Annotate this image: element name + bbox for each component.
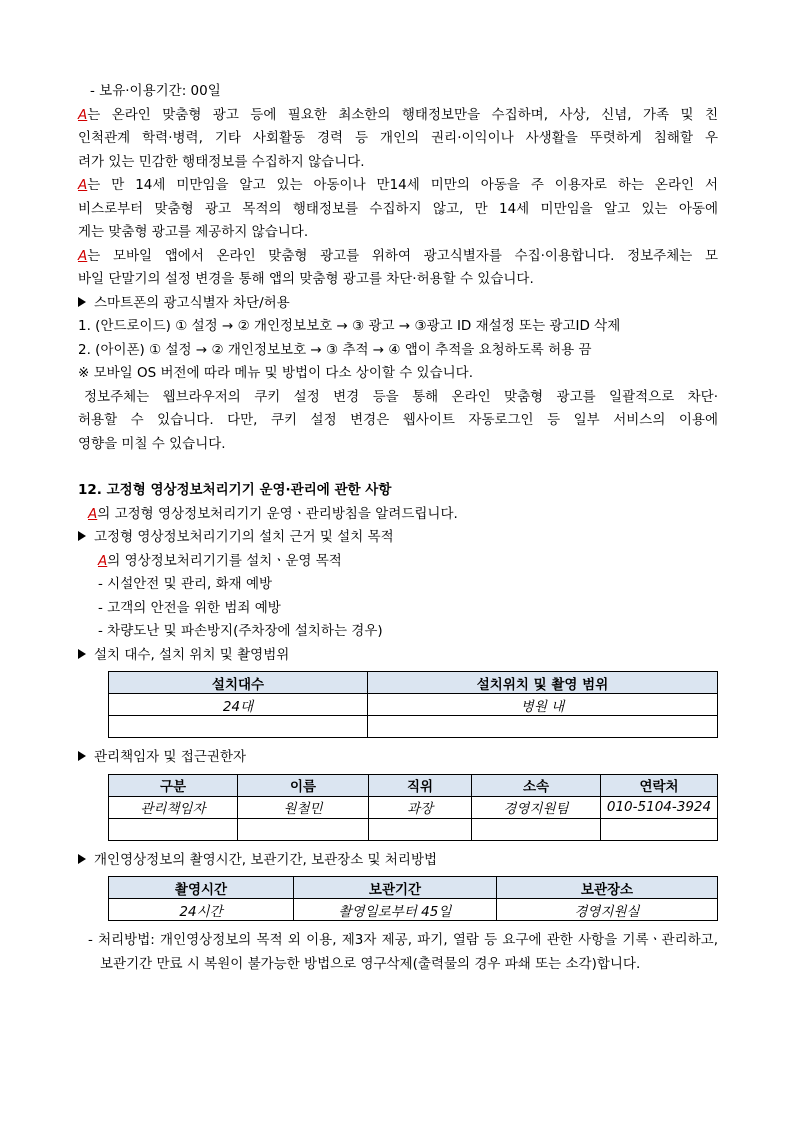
paragraph-line: 게는 맞춤형 광고를 제공하지 않습니다. — [78, 224, 309, 240]
purpose-item: - 고객의 안전을 위한 범죄 예방 — [98, 599, 281, 616]
bullet-item — [78, 644, 718, 668]
closing-note: - 처리방법: 개인영상정보의 목적 외 이용, 제3자 제공, 파기, 열람 등 요구에 관한 사항을 기록ㆍ관리하고, 보관기간 만료 시 복원이 불가능한 방법으로 영구삭제(출력물의 경우 파쇄 또는 소각)합니다. — [88, 932, 718, 972]
table-cell: 촬영일로부터 45일 — [294, 899, 497, 921]
table-cell: 원철민 — [238, 796, 369, 818]
table-cell: 병원 내 — [368, 694, 718, 716]
paragraph-line: 인척관계 학력·병력, 기타 사회활동 경력 등 개인의 권리·이익이나 사생활을 뚜렷하게 침해할 우 — [78, 130, 718, 146]
table-row — [109, 716, 718, 738]
table-cell: 010-5104-3924 — [601, 796, 718, 818]
table-header: 보관장소 — [497, 877, 718, 899]
retention-period: - 보유·이용기간: 00일 — [90, 83, 221, 99]
text: 개인영상정보의 촬영시간, 보관기간, 보관장소 및 처리방법 — [94, 851, 438, 868]
triangle-bullet-icon — [78, 854, 86, 864]
text: 는 온라인 맞춤형 광고 등에 필요한 최소한의 행태정보만을 수집하며, 사상, 신념, 가족 및 친 — [87, 106, 718, 123]
table-header: 구분 — [109, 774, 238, 796]
paragraph-line: 허용할 수 있습니다. 다만, 쿠키 설정 변경은 웹사이트 자동로그인 등 일부 서비스의 이용에 — [78, 412, 718, 428]
table-cell: 24대 — [109, 694, 368, 716]
bullet-item — [78, 292, 718, 316]
manager-table — [108, 774, 718, 841]
table-header: 직위 — [369, 774, 472, 796]
section-heading: 12. 고정형 영상정보처리기기 운영·관리에 관한 사항 — [78, 482, 392, 498]
section-intro — [78, 503, 718, 527]
android-steps: 1. (안드로이드) ① 설정 → ② 개인정보보호 → ③ 광고 → ③광고 ID 재설정 또는 광고ID 삭제 — [78, 318, 621, 334]
table-header: 소속 — [472, 774, 601, 796]
table-row — [109, 899, 718, 921]
paragraph-line — [78, 245, 718, 269]
paragraph-line: 려가 있는 민감한 행태정보를 수집하지 않습니다. — [78, 153, 365, 170]
org-placeholder: A — [78, 106, 88, 123]
text: 의 고정형 영상정보처리기기 운영ㆍ관리방침을 알려드립니다. — [97, 505, 458, 522]
text: 스마트폰의 광고식별자 차단/허용 — [94, 294, 290, 311]
text: 는 만 14세 미만임을 알고 있는 아동이나 만14세 미만의 아동을 주 이용자로 하는 온라인 서 — [87, 177, 718, 193]
org-placeholder: A — [98, 552, 108, 569]
text: 는 모바일 앱에서 온라인 맞춤형 광고를 위하여 광고식별자를 수집·이용합니다. 정보주체는 모 — [87, 247, 718, 264]
table-cell: 경영지원팀 — [472, 796, 601, 818]
bullet-item — [78, 849, 718, 873]
org-placeholder: A — [78, 247, 88, 264]
org-placeholder: A — [78, 177, 88, 193]
text: 관리책임자 및 접근권한자 — [94, 749, 247, 765]
table-header: 보관기간 — [294, 877, 497, 899]
table-cell: 24시간 — [109, 899, 294, 921]
paragraph-line: 비스로부터 맞춤형 광고 목적의 행태정보를 수집하지 않고, 만 14세 미만임을 알고 있는 아동에 — [78, 200, 718, 217]
table-cell — [369, 818, 472, 840]
paragraph-line: 바일 단말기의 설정 변경을 통해 앱의 맞춤형 광고를 차단·허용할 수 있습니다. — [78, 271, 534, 287]
table-header: 설치위치 및 촬영 범위 — [368, 672, 718, 694]
paragraph-line: 정보주체는 웹브라우저의 쿠키 설정 변경 등을 통해 온라인 맞춤형 광고를 일괄적으로 차단· — [84, 388, 718, 405]
table-cell: 관리책임자 — [109, 796, 238, 818]
purpose-item: - 시설안전 및 관리, 화재 예방 — [98, 576, 273, 592]
paragraph-line — [78, 174, 718, 198]
table-cell — [368, 716, 718, 738]
table-header: 촬영시간 — [109, 877, 294, 899]
document-page — [78, 80, 718, 976]
retention-table — [108, 876, 718, 921]
paragraph-line: 영향을 미칠 수 있습니다. — [78, 435, 226, 452]
text: 설치 대수, 설치 위치 및 촬영범위 — [94, 646, 290, 663]
triangle-bullet-icon — [78, 531, 86, 541]
table-header: 연락처 — [601, 774, 718, 796]
bullet-item — [78, 526, 718, 550]
table-row — [109, 818, 718, 840]
table-cell — [472, 818, 601, 840]
triangle-bullet-icon — [78, 649, 86, 659]
table-cell — [109, 716, 368, 738]
os-note: ※ 모바일 OS 버전에 따라 메뉴 및 방법이 다소 상이할 수 있습니다. — [78, 365, 473, 381]
table-row — [109, 796, 718, 818]
table-cell: 경영지원실 — [497, 899, 718, 921]
installation-table — [108, 671, 718, 738]
paragraph-line — [78, 104, 718, 128]
table-cell — [601, 818, 718, 840]
table-header: 이름 — [238, 774, 369, 796]
purpose-subtitle — [78, 550, 718, 574]
text: 고정형 영상정보처리기기의 설치 근거 및 설치 목적 — [94, 529, 394, 545]
triangle-bullet-icon — [78, 751, 86, 761]
iphone-steps: 2. (아이폰) ① 설정 → ② 개인정보보호 → ③ 추적 → ④ 앱이 추적을 요청하도록 허용 끔 — [78, 341, 592, 358]
triangle-bullet-icon — [78, 297, 86, 307]
table-header: 설치대수 — [109, 672, 368, 694]
table-cell: 과장 — [369, 796, 472, 818]
table-row — [109, 694, 718, 716]
bullet-item — [78, 746, 718, 770]
table-cell — [109, 818, 238, 840]
text: 의 영상정보처리기기를 설치ㆍ운영 목적 — [107, 552, 342, 569]
org-placeholder: A — [88, 505, 98, 522]
table-cell — [238, 818, 369, 840]
purpose-item: - 차량도난 및 파손방지(주차장에 설치하는 경우) — [98, 623, 383, 639]
